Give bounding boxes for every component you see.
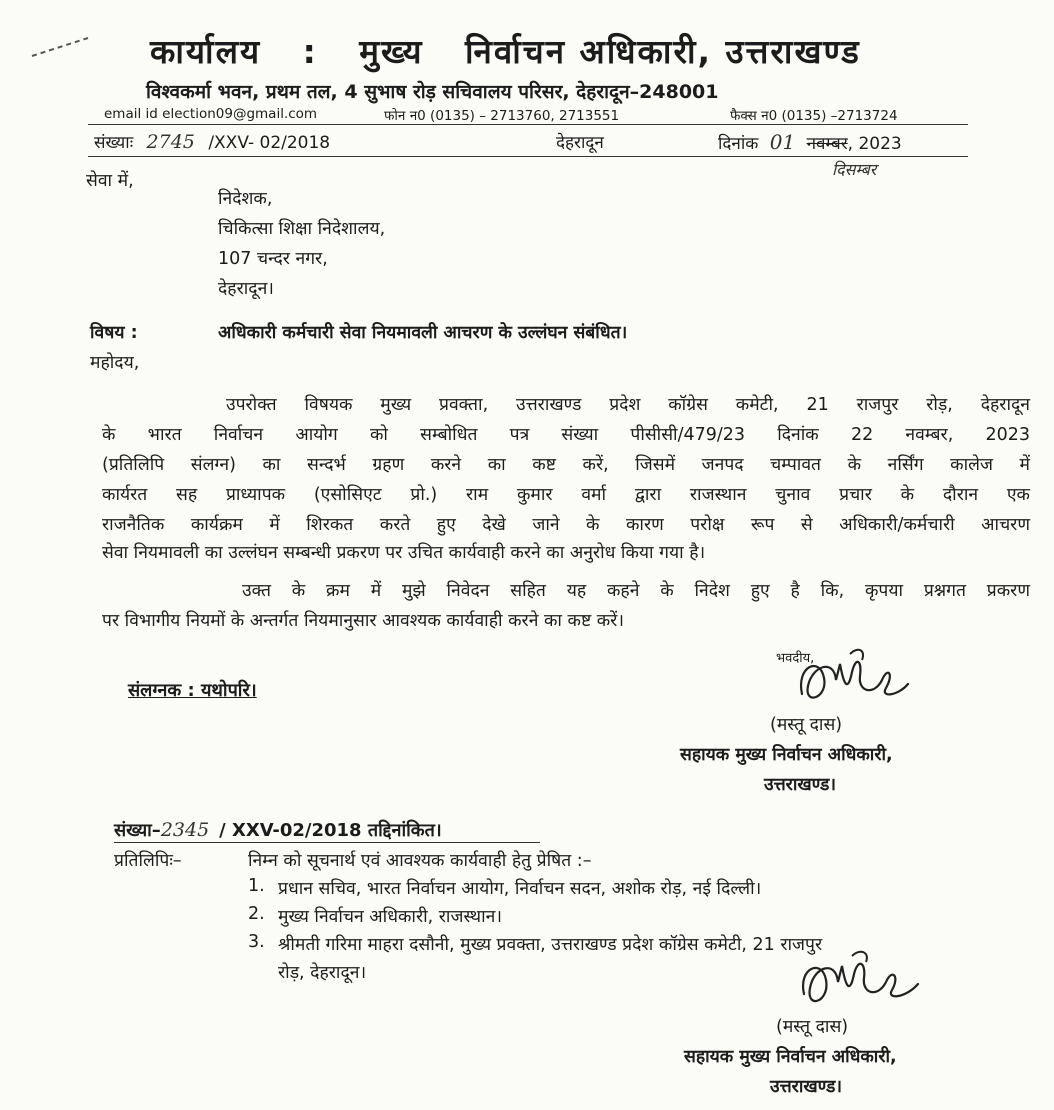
recipient-line-1: निदेशक, bbox=[218, 189, 273, 209]
signature-2-icon bbox=[790, 940, 930, 1020]
reference-label: संख्याः bbox=[94, 133, 134, 153]
signatory-1-name: (मस्तू दास) bbox=[770, 715, 843, 735]
para1-line-3: (प्रतिलिपि संलग्न) का सन्दर्भ ग्रहण करने का कष्ट करें, जिसमें जनपद चम्पावत के नर्सिंग कालेज में bbox=[102, 455, 1030, 475]
cc-item-1-number: 1. bbox=[248, 876, 265, 896]
office-title bbox=[150, 28, 861, 73]
reference-handwritten-number: 2745 bbox=[146, 131, 195, 153]
copy-ref-label: संख्या– bbox=[114, 820, 161, 841]
date-year: , 2023 bbox=[847, 134, 902, 154]
signatory-2-state: उत्तराखण्ड। bbox=[770, 1077, 842, 1097]
para1-line-5: राजनैतिक कार्यक्रम में शिरकत करते हुए देखे जाने के कारण परोक्ष रूप से अधिकारी/कर्मचारी आचरण bbox=[102, 515, 1030, 535]
para2-line-1: उक्त के क्रम में मुझे निवेदन सहित यह कहने के निदेश हुए है कि, कृपया प्रश्नगत प्रकरण bbox=[242, 581, 1030, 601]
date-handwritten-month: दिसम्बर bbox=[832, 160, 877, 179]
header-divider-top bbox=[88, 124, 968, 125]
recipient-line-2: चिकित्सा शिक्षा निदेशालय, bbox=[218, 219, 386, 239]
date-handwritten-day: 01 bbox=[769, 130, 796, 154]
signatory-2-designation: सहायक मुख्य निर्वाचन अधिकारी, bbox=[684, 1047, 897, 1067]
cc-item-2-text: मुख्य निर्वाचन अधिकारी, राजस्थान। bbox=[278, 907, 502, 927]
signatory-1-state: उत्तराखण्ड। bbox=[764, 775, 836, 795]
copy-reference bbox=[114, 818, 442, 842]
para1-line-2: के भारत निर्वाचन आयोग को सम्बोधित पत्र संख्या पीसीसी/479/23 दिनांक 22 नवम्बर, 2023 bbox=[102, 425, 1030, 445]
reference-number bbox=[94, 130, 330, 153]
cc-item-1-text: प्रधान सचिव, भारत निर्वाचन आयोग, निर्वाचन सदन, अशोक रोड़, नई दिल्ली। bbox=[278, 879, 762, 899]
reference-file-number: /XXV- 02/2018 bbox=[208, 133, 331, 153]
email-line: email id election09@gmail.com bbox=[104, 106, 318, 122]
title-chief-word: मुख्य bbox=[359, 32, 424, 71]
cc-item-2-number: 2. bbox=[248, 904, 265, 924]
pen-mark-icon bbox=[28, 32, 98, 62]
subject-label: विषय : bbox=[90, 323, 138, 343]
subject-text: अधिकारी कर्मचारी सेवा नियमावली आचरण के उल्लंघन संबंधित। bbox=[218, 323, 628, 343]
title-office-word: कार्यालय bbox=[150, 32, 262, 71]
cc-item-3-text: श्रीमती गरिमा माहरा दसौनी, मुख्य प्रवक्ता, उत्तराखण्ड प्रदेश कॉग्रेस कमेटी, 21 राजपुर bbox=[278, 935, 823, 955]
fax-line: फैक्स न0 (0135) –2713724 bbox=[730, 108, 898, 124]
date-label: दिनांक bbox=[718, 134, 759, 154]
to-label: सेवा में, bbox=[86, 171, 134, 191]
copy-reference-underline bbox=[114, 842, 540, 843]
copy-ref-handwritten-number: 2345 bbox=[160, 819, 210, 841]
enclosure-note: संलग्नक : यथोपरि। bbox=[128, 680, 257, 701]
title-colon: : bbox=[302, 32, 318, 71]
recipient-line-4: देहरादून। bbox=[218, 279, 274, 299]
phone-line: फोन न0 (0135) – 2713760, 2713551 bbox=[384, 108, 620, 124]
date-struck-month: नवम्बर bbox=[806, 134, 848, 154]
cc-intro: निम्न को सूचनार्थ एवं आवश्यक कार्यवाही हेतु प्रेषित :– bbox=[248, 851, 592, 871]
signature-1-icon bbox=[790, 636, 920, 716]
signatory-2-name: (मस्तू दास) bbox=[776, 1017, 849, 1037]
recipient-line-3: 107 चन्दर नगर, bbox=[218, 249, 328, 269]
cc-label: प्रतिलिपिः– bbox=[114, 851, 182, 871]
signatory-1-designation: सहायक मुख्य निर्वाचन अधिकारी, bbox=[680, 745, 893, 765]
office-address: विश्वकर्मा भवन, प्रथम तल, 4 सुभाष रोड़ सचिवालय परिसर, देहरादून–248001 bbox=[146, 81, 719, 103]
header-divider-bottom bbox=[88, 156, 968, 157]
para2-line-2: पर विभागीय नियमों के अन्तर्गत नियमानुसार आवश्यक कार्यवाही करने का कष्ट करें। bbox=[102, 611, 624, 631]
reference-place: देहरादून bbox=[556, 133, 604, 153]
para1-line-1: उपरोक्त विषयक मुख्य प्रवक्ता, उत्तराखण्ड प्रदेश कॉग्रेस कमेटी, 21 राजपुर रोड़, देहरादून bbox=[226, 395, 1030, 415]
closing-word: भवदीय, bbox=[776, 651, 815, 666]
para1-line-6: सेवा नियमावली का उल्लंघन सम्बन्धी प्रकरण पर उचित कार्यवाही करने का अनुरोध किया गया है। bbox=[102, 543, 706, 563]
copy-ref-rest: / XXV-02/2018 तद्दिनांकित। bbox=[219, 820, 442, 841]
cc-item-3-text-cont: रोड़, देहरादून। bbox=[278, 963, 367, 983]
cc-item-3-number: 3. bbox=[248, 932, 265, 952]
para1-line-4: कार्यरत सह प्राध्यापक (एसोसिएट प्रो.) राम कुमार वर्मा द्वारा राजस्थान चुनाव प्रचार के दौरान एक bbox=[102, 485, 1030, 505]
title-officer-words: निर्वाचन अधिकारी, उत्तराखण्ड bbox=[464, 32, 861, 71]
reference-date bbox=[718, 130, 902, 154]
greeting: महोदय, bbox=[90, 353, 140, 373]
